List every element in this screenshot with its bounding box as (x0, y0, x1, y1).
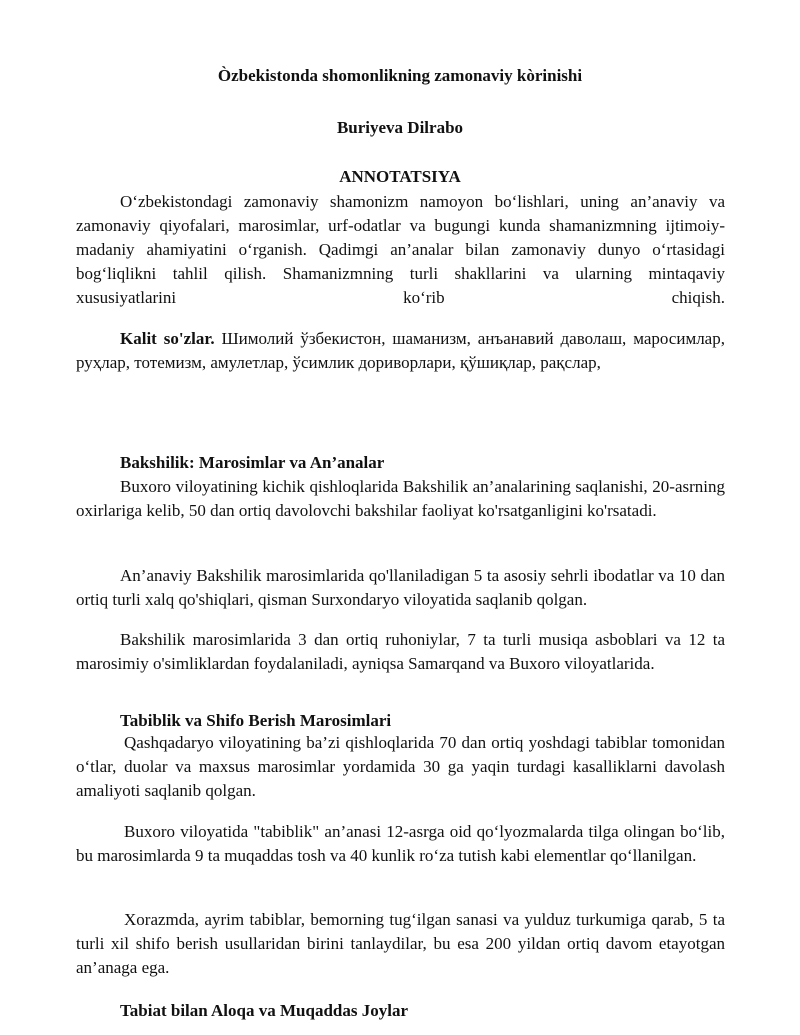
document-author: Buriyeva Dilrabo (336, 118, 464, 137)
keywords-label: Kalit so'zlar. (120, 329, 215, 348)
section-1-paragraph-1: Buxoro viloyatining kichik qishloqlarida Bakshilik an’analarining saqlanishi, 20-asrning oxirlariga kelib, 50 dan ortiq davolovchi bakshilar faoliyat ko'rsatganligini ko'rsatadi. (76, 477, 725, 520)
section-2-paragraph-1: Qashqadaryo viloyatining ba’zi qishloqlarida 70 dan ortiq yoshdagi tabiblar tomonidan o‘tlar, duolar va maxsus marosimlar yordamida 30 ga yaqin turdagi kasalliklarni davolash amaliyoti saqlanib qolgan. (76, 733, 725, 800)
section-2-paragraph-3: Xorazmda, ayrim tabiblar, bemorning tug‘ilgan sanasi va yulduz turkumiga qarab, 5 ta turli xil shifo berish usullaridan birini tanlaydilar, bu esa 200 yildan ortiq davom etayotgan an’anaga ega. (76, 910, 725, 977)
keywords-text: Шимолий ўзбекистон, шаманизм, анъанавий даволаш, маросимлар, руҳлар, тотемизм, амулетлар, ўсимлик дориворлари, қўшиқлар, рақслар, (76, 329, 725, 372)
abstract-paragraph: O‘zbekistondagi zamonaviy shamonizm namoyon bo‘lishlari, uning an’anaviy va zamonaviy qiyofalari, marosimlar, urf-odatlar va bugungi kunda shamanizmning ijtimoiy-madaniy ahamiyatini o‘rganish. Qadimgi an’analar bilan zamonaviy dunyo o‘rtasidagi bog‘liqlikni tahlil qilish. Shamanizmning turli shakllarini va ularning mintaqaviy xususiyatlarini ko‘rib chiqish. (76, 192, 725, 307)
section-heading-tabiblik: Tabiblik va Shifo Berish Marosimlari (120, 711, 392, 730)
section-1-paragraph-3: Bakshilik marosimlarida 3 dan ortiq ruhoniylar, 7 ta turli musiqa asboblari va 12 ta marosimiy o'simliklardan foydalaniladi, ayniqsa Samarqand va Buxoro viloyatlarida. (76, 630, 725, 673)
keywords-paragraph (76, 327, 725, 375)
abstract-heading: ANNOTATSIYA (339, 167, 461, 186)
section-1-paragraph-2: An’anaviy Bakshilik marosimlarida qo'llaniladigan 5 ta asosiy sehrli ibodatlar va 10 dan ortiq turli xalq qo'shiqlari, qisman Surxondaryo viloyatida saqlanib qolgan. (76, 566, 725, 609)
document-title: Òzbekistonda shomonlikning zamonaviy kòrinishi (217, 66, 583, 85)
section-heading-tabiat: Tabiat bilan Aloqa va Muqaddas Joylar (120, 1001, 408, 1020)
section-heading-bakshilik: Bakshilik: Marosimlar va An’analar (120, 453, 385, 472)
section-2-paragraph-2: Buxoro viloyatida "tabiblik" an’anasi 12-asrga oid qo‘lyozmalarda tilga olingan bo‘lib, bu marosimlarda 9 ta muqaddas tosh va 40 kunlik ro‘za tutish kabi elementlar qo‘llanilgan. (76, 822, 725, 865)
